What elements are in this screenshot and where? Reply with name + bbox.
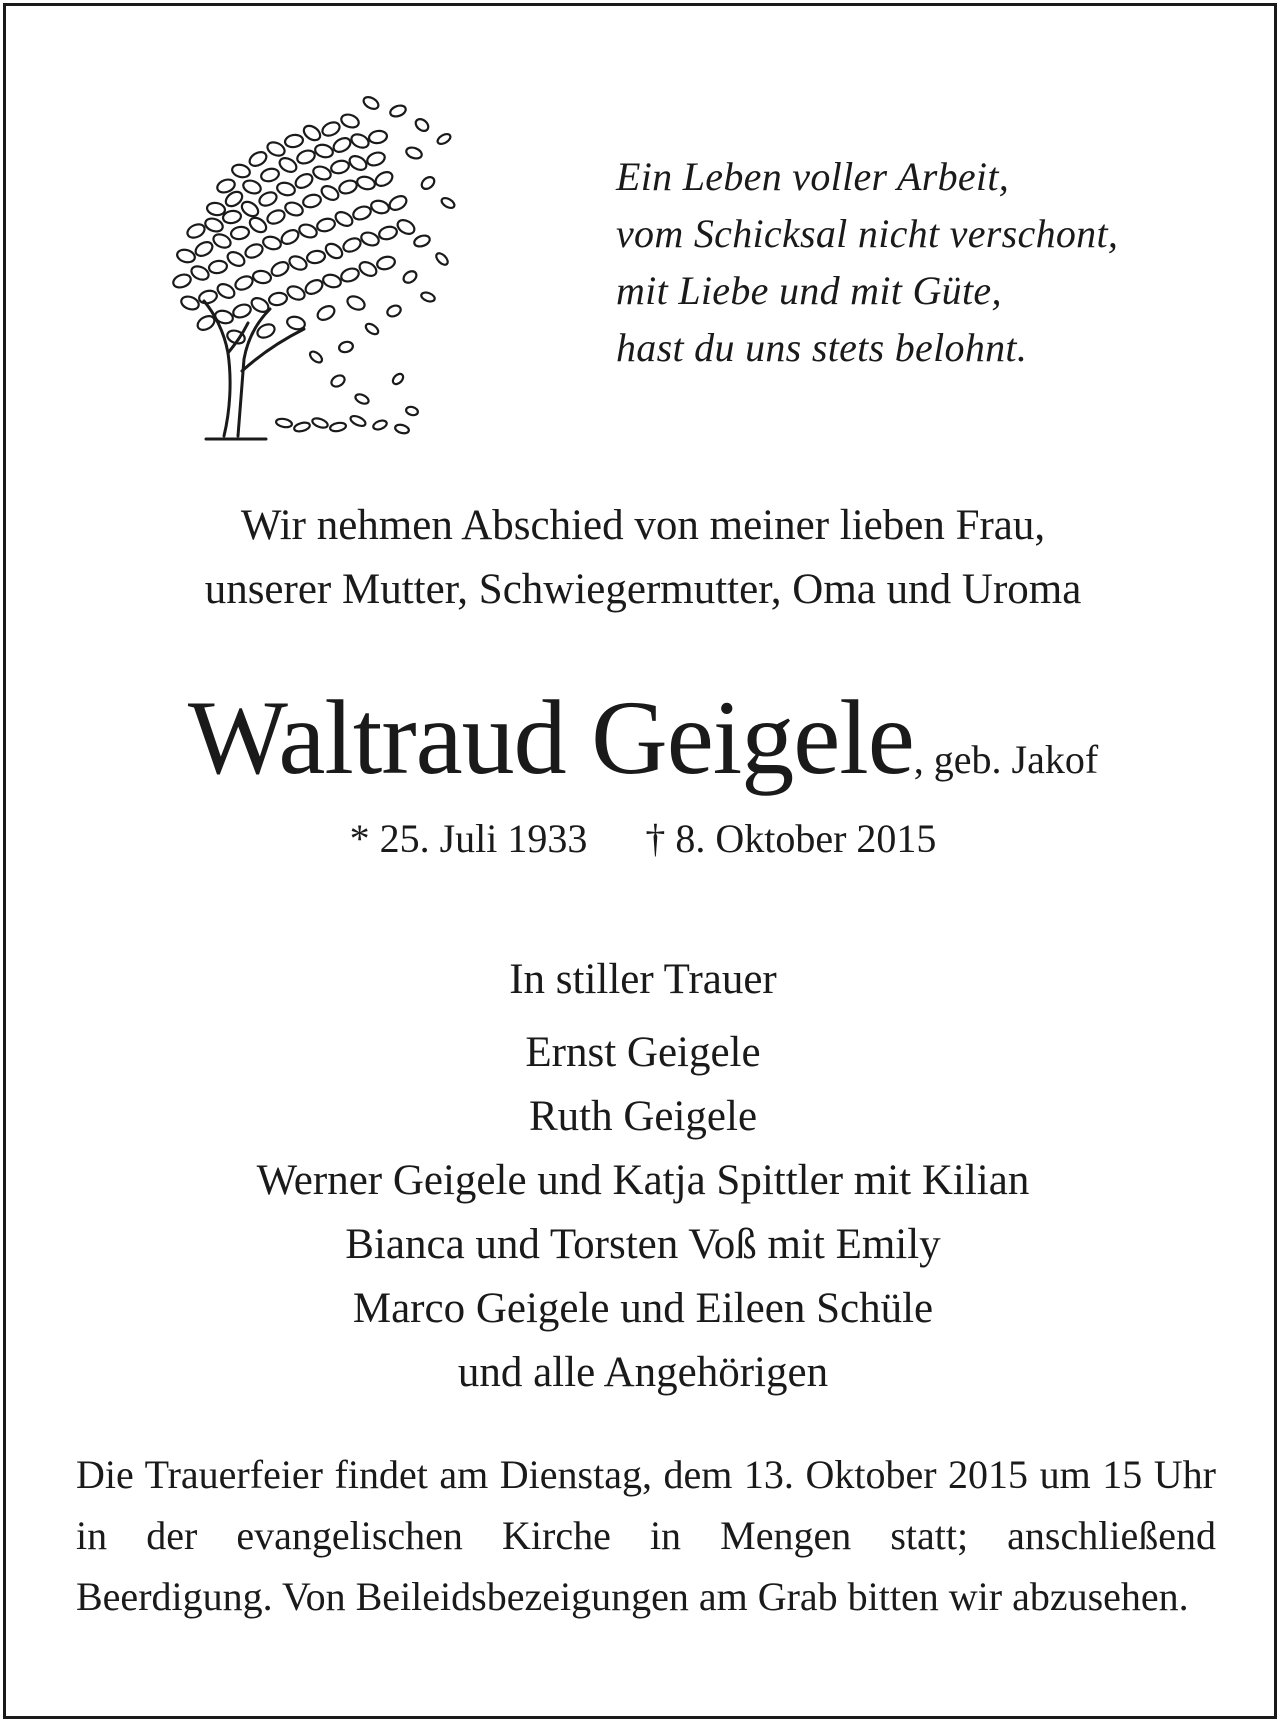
windblown-tree-icon — [166, 91, 466, 451]
farewell-intro — [6, 494, 1280, 622]
verse-line: mit Liebe und mit Güte, — [616, 268, 1002, 313]
mourner-entry: Marco Geigele und Eileen Schüle — [352, 1285, 934, 1332]
birth-date: * 25. Juli 1933 — [349, 816, 588, 861]
deceased-name: Waltraud Geigele — [187, 679, 914, 796]
mourner-entry: Bianca und Torsten Voß mit Emily — [345, 1221, 941, 1268]
life-dates — [6, 814, 1280, 864]
mourner-entry: Werner Geigele und Katja Spittler mit Kilian — [256, 1157, 1030, 1204]
mourner-entry: und alle Angehörigen — [457, 1349, 829, 1396]
birth-name: , geb. Jakof — [913, 737, 1099, 782]
verse-line: hast du uns stets belohnt. — [616, 325, 1028, 370]
memorial-verse — [616, 148, 1236, 376]
verse-line: vom Schicksal nicht verschont, — [616, 211, 1119, 256]
death-date: † 8. Oktober 2015 — [645, 816, 937, 861]
obituary-notice — [3, 3, 1277, 1719]
verse-line: Ein Leben voller Arbeit, — [616, 154, 1010, 199]
deceased-name-line — [6, 678, 1280, 798]
mourner-entry: Ruth Geigele — [528, 1093, 758, 1140]
mourning-heading: In stiller Trauer — [509, 956, 777, 1003]
intro-line: unserer Mutter, Schwiegermutter, Oma und Uroma — [204, 566, 1082, 613]
funeral-notice: Die Trauerfeier findet am Dienstag, dem 13. Oktober 2015 um 15 Uhr in der evangelischen Kirche in Mengen statt; anschließend Beerdigung. Von Beileidsbezeigungen am Grab bitten wir abzusehen. — [76, 1452, 1216, 1619]
mourners-list — [6, 1021, 1280, 1405]
intro-line: Wir nehmen Abschied von meiner lieben Frau, — [240, 502, 1046, 549]
mourner-entry: Ernst Geigele — [525, 1029, 761, 1076]
